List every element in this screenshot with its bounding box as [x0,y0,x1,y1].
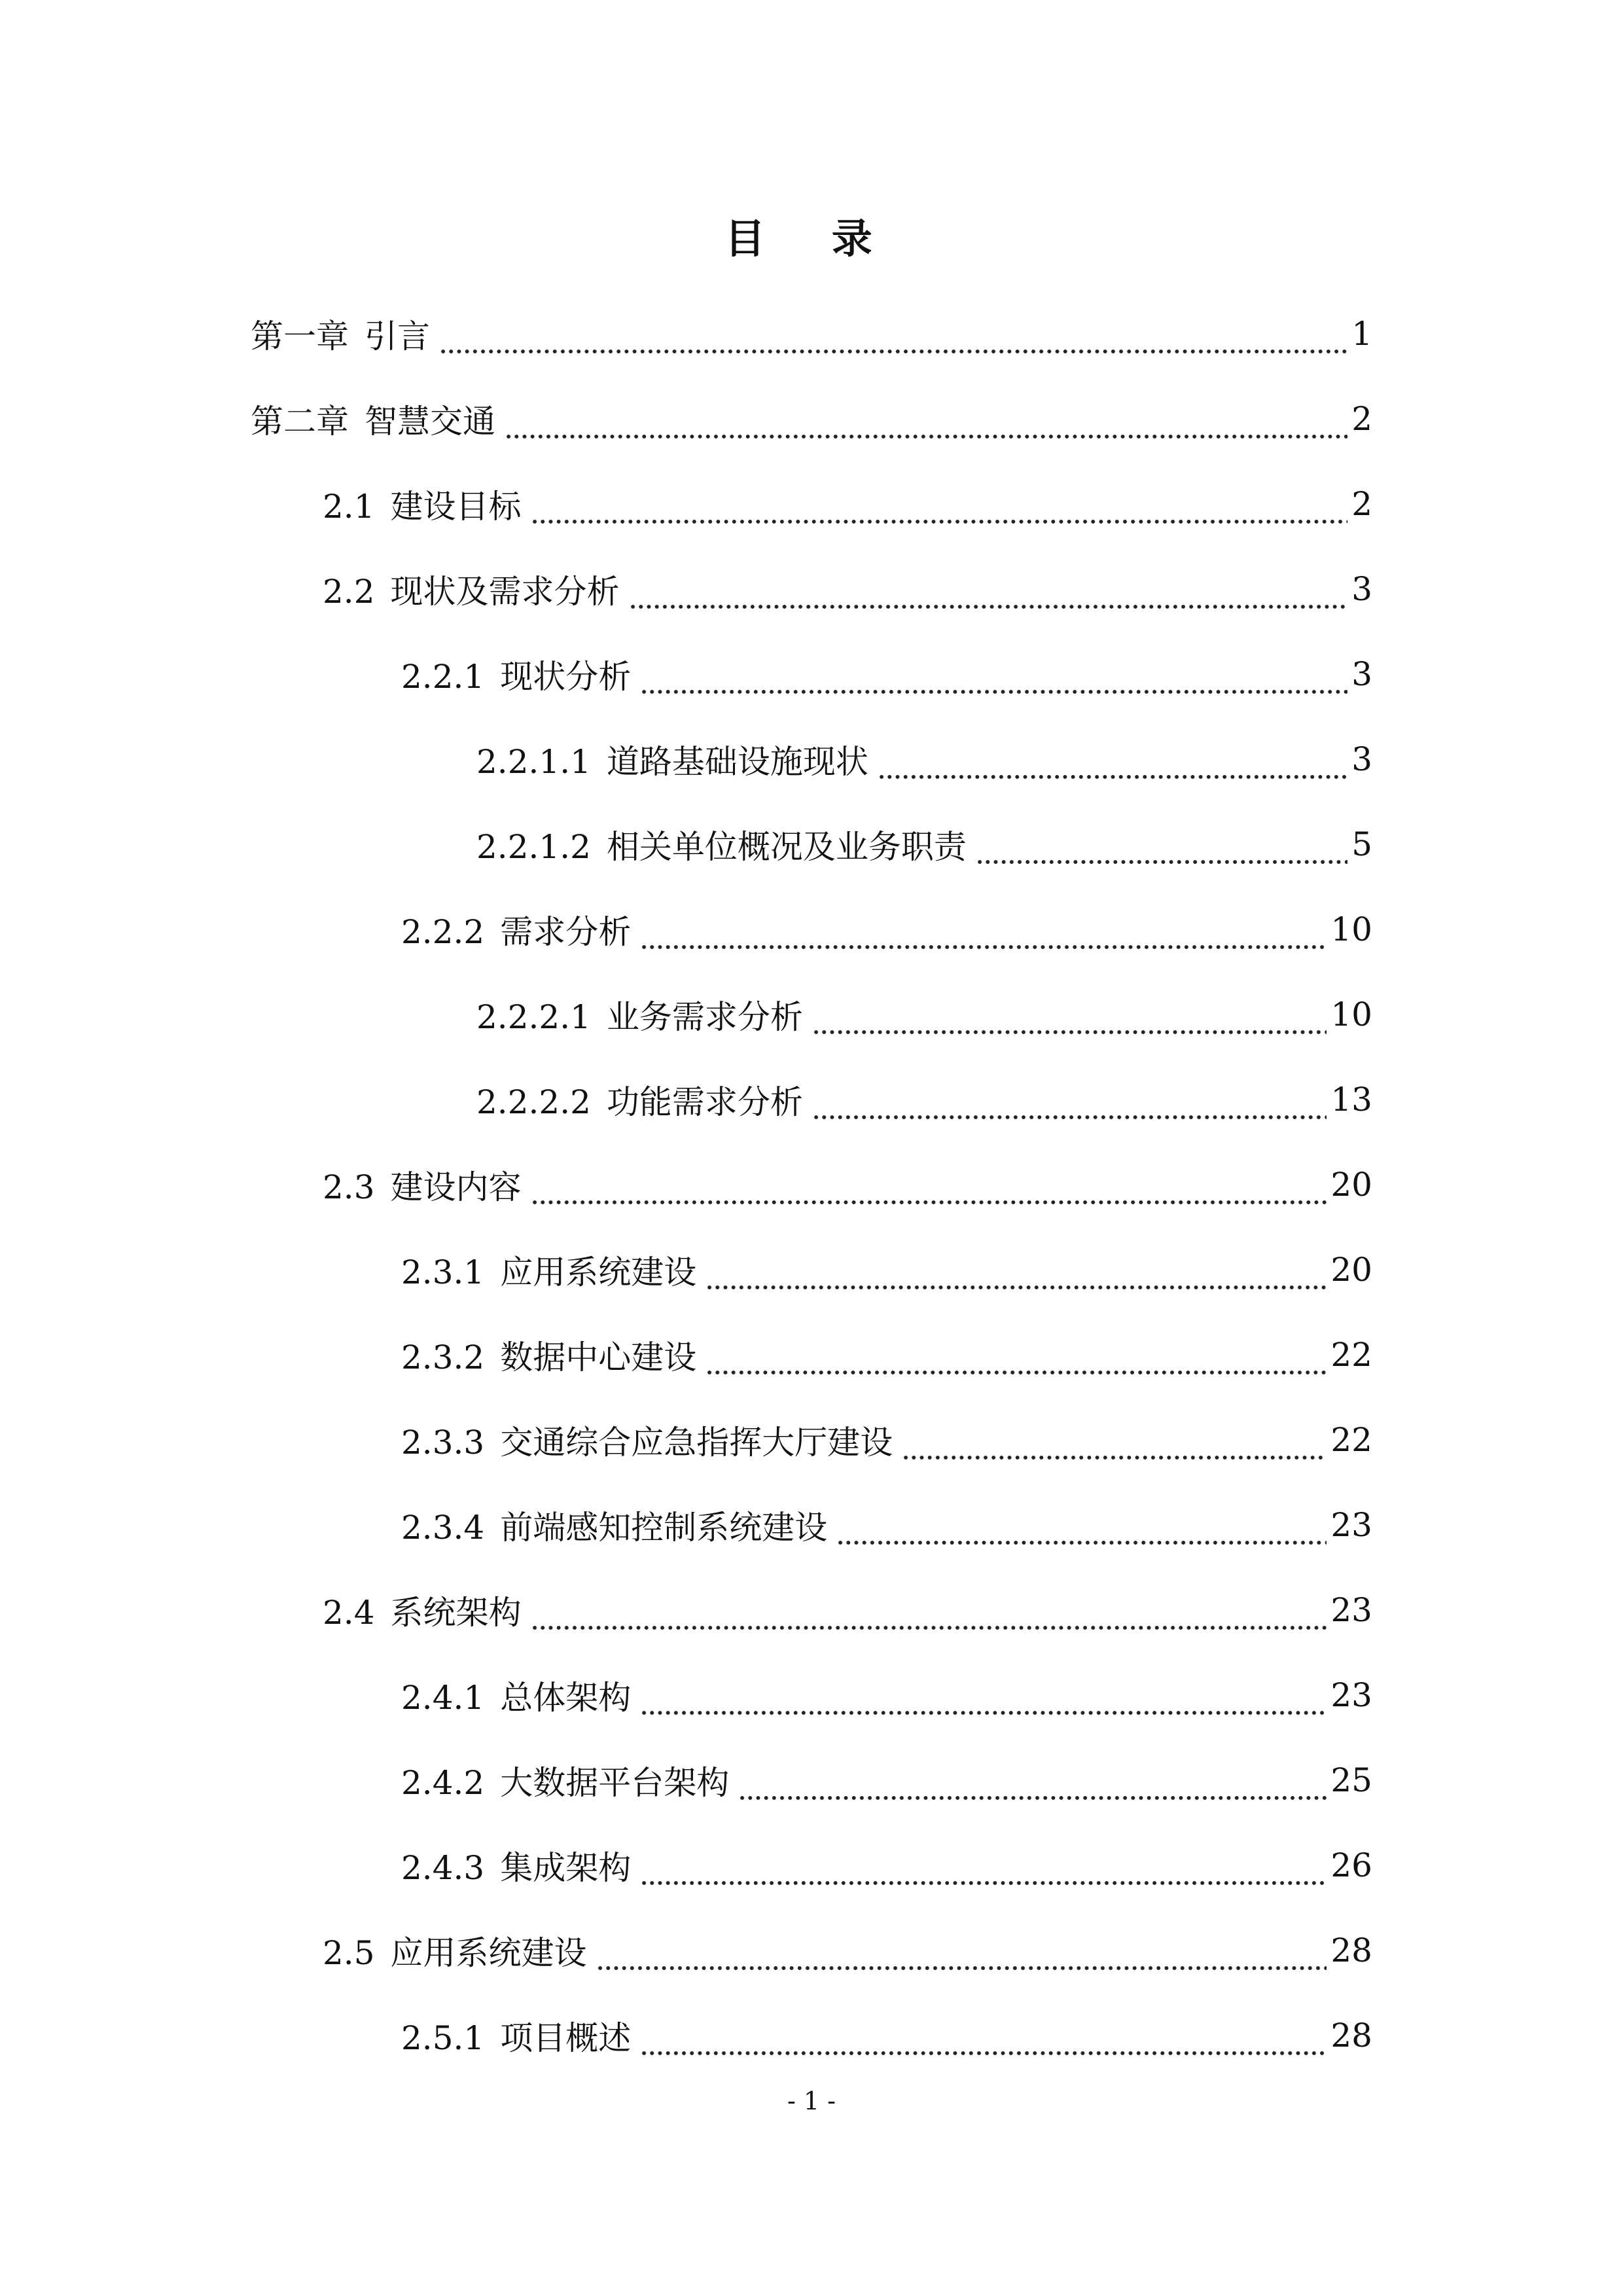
toc-entry-title: 项目概述 [500,2019,632,2057]
dot-leader [640,1684,1327,1717]
toc-entry-number: 2.3.3 [401,1424,485,1462]
toc-entry-label [476,991,803,1038]
toc-entry[interactable] [401,1397,1372,1482]
toc-entry-page: 2 [1351,400,1372,438]
toc-entry-page: 25 [1330,1761,1372,1799]
toc-entry-title: 现状及需求分析 [390,573,620,611]
dot-leader [531,1599,1327,1632]
toc-entry-title: 总体架构 [500,1679,632,1717]
toc-entry[interactable] [323,1568,1372,1653]
toc-entry[interactable] [323,461,1372,547]
toc-entry-number: 2.2 [323,573,375,611]
toc-entry-number: 2.2.1.2 [476,828,591,866]
toc-entry-label [401,2012,631,2059]
toc-entry-label [401,1331,696,1378]
toc-entry-label [401,1672,631,1719]
toc-entry-label [401,1246,696,1293]
toc-entry-number: 2.1 [323,488,375,526]
toc-entry-title: 智慧交通 [365,403,495,440]
toc-entry[interactable] [401,632,1372,717]
toc-entry-title: 引言 [365,317,430,355]
toc-entry-label [323,1161,522,1208]
toc-entry-page: 22 [1330,1336,1372,1374]
dot-leader [812,1088,1327,1121]
toc-entry[interactable] [476,802,1372,887]
toc-entry-title: 应用系统建设 [500,1253,697,1291]
toc-entry-label [323,480,522,528]
toc-entry-title: 前端感知控制系统建设 [500,1509,828,1547]
toc-entry-number: 2.4 [323,1594,375,1632]
toc-entry-page: 23 [1330,1676,1372,1714]
dot-leader [878,748,1347,781]
toc-entry-page: 20 [1330,1251,1372,1289]
toc-entry-title: 需求分析 [500,913,632,951]
toc-entry-number: 第二章 [251,403,349,440]
dot-leader [738,1769,1327,1802]
toc-entry[interactable] [323,1142,1372,1227]
toc-entry-number: 第一章 [251,317,349,355]
toc-entry-page: 3 [1351,570,1372,608]
toc-entry[interactable] [476,717,1372,802]
toc-entry-page: 20 [1330,1166,1372,1204]
toc-entry-number: 2.5 [323,1934,375,1972]
toc-entry[interactable] [401,1653,1372,1738]
toc-entry-number: 2.2.1.1 [476,743,591,781]
toc-entry-label [323,565,620,613]
toc-entry-page: 28 [1330,1931,1372,1969]
dot-leader [640,663,1347,696]
dot-leader [531,1174,1327,1206]
table-of-contents [0,291,1623,2078]
toc-entry[interactable] [401,1993,1372,2078]
toc-entry-label [401,651,631,698]
dot-leader [439,323,1347,355]
toc-entry-number: 2.3.1 [401,1253,485,1291]
toc-entry[interactable] [476,1057,1372,1142]
toc-entry-number: 2.4.2 [401,1764,485,1802]
toc-entry-title: 业务需求分析 [606,998,803,1036]
toc-entry-title: 现状分析 [500,658,632,696]
toc-entry[interactable] [251,291,1372,376]
toc-entry-label [323,1927,587,1974]
page-title: 目 录 [724,215,899,262]
dot-leader [640,918,1327,951]
toc-entry-page: 23 [1330,1591,1372,1629]
toc-entry-page: 3 [1351,655,1372,693]
toc-entry-page: 5 [1351,825,1372,863]
dot-leader [705,1344,1327,1376]
toc-entry-label [401,1501,827,1549]
toc-entry-page: 23 [1330,1506,1372,1544]
toc-entry[interactable] [401,1482,1372,1568]
dot-leader [596,1939,1327,1972]
dot-leader [640,2024,1327,2057]
toc-entry-number: 2.5.1 [401,2019,485,2057]
dot-leader [976,833,1347,866]
toc-entry[interactable] [323,1908,1372,1993]
toc-entry[interactable] [401,1227,1372,1312]
toc-entry-number: 2.3 [323,1168,375,1206]
toc-entry-title: 建设目标 [390,488,522,526]
toc-entry[interactable] [476,972,1372,1057]
page-number: - 1 - [787,2087,836,2115]
toc-entry-title: 集成架构 [500,1849,632,1887]
toc-entry-page: 22 [1330,1421,1372,1459]
toc-entry-label [476,736,868,783]
toc-entry-label [323,1587,522,1634]
dot-leader [812,1003,1327,1036]
toc-entry-label [251,395,495,442]
toc-entry-number: 2.2.2 [401,913,485,951]
toc-entry-label [476,1076,803,1123]
toc-entry-title: 道路基础设施现状 [606,743,868,781]
toc-entry-page: 10 [1330,910,1372,948]
toc-entry-number: 2.2.2.1 [476,998,591,1036]
dot-leader [505,408,1347,440]
toc-entry-title: 数据中心建设 [500,1338,697,1376]
toc-entry[interactable] [323,547,1372,632]
dot-leader [902,1429,1327,1462]
toc-entry-title: 交通综合应急指挥大厅建设 [500,1424,893,1462]
toc-entry-number: 2.2.2.2 [476,1083,591,1121]
toc-entry-title: 大数据平台架构 [500,1764,730,1802]
toc-entry-number: 2.2.1 [401,658,485,696]
toc-entry-label [401,1757,729,1804]
toc-entry-title: 功能需求分析 [606,1083,803,1121]
toc-entry[interactable] [401,1823,1372,1908]
toc-entry-title: 建设内容 [390,1168,522,1206]
toc-entry-title: 应用系统建设 [390,1934,587,1972]
dot-leader [836,1514,1327,1547]
toc-entry-title: 相关单位概况及业务职责 [606,828,967,866]
toc-entry-label [401,1416,893,1463]
toc-entry-number: 2.4.1 [401,1679,485,1717]
toc-entry-page: 3 [1351,740,1372,778]
toc-entry[interactable] [251,376,1372,461]
toc-entry-label [401,906,631,953]
dot-leader [629,578,1348,611]
toc-entry-page: 13 [1330,1081,1372,1119]
toc-entry-number: 2.4.3 [401,1849,485,1887]
toc-entry-page: 28 [1330,2017,1372,2054]
toc-entry-page: 26 [1330,1846,1372,1884]
toc-entry[interactable] [401,887,1372,972]
toc-entry-page: 2 [1351,485,1372,523]
toc-entry[interactable] [401,1738,1372,1823]
toc-entry-number: 2.3.4 [401,1509,485,1547]
dot-leader [705,1259,1327,1291]
toc-entry-page: 1 [1351,315,1372,353]
toc-entry-page: 10 [1330,996,1372,1033]
toc-entry-label [401,1842,631,1889]
toc-entry-title: 系统架构 [390,1594,522,1632]
dot-leader [531,493,1348,526]
toc-entry-label [251,310,430,357]
toc-entry-number: 2.3.2 [401,1338,485,1376]
toc-entry[interactable] [401,1312,1372,1397]
dot-leader [640,1854,1327,1887]
toc-entry-label [476,821,967,868]
